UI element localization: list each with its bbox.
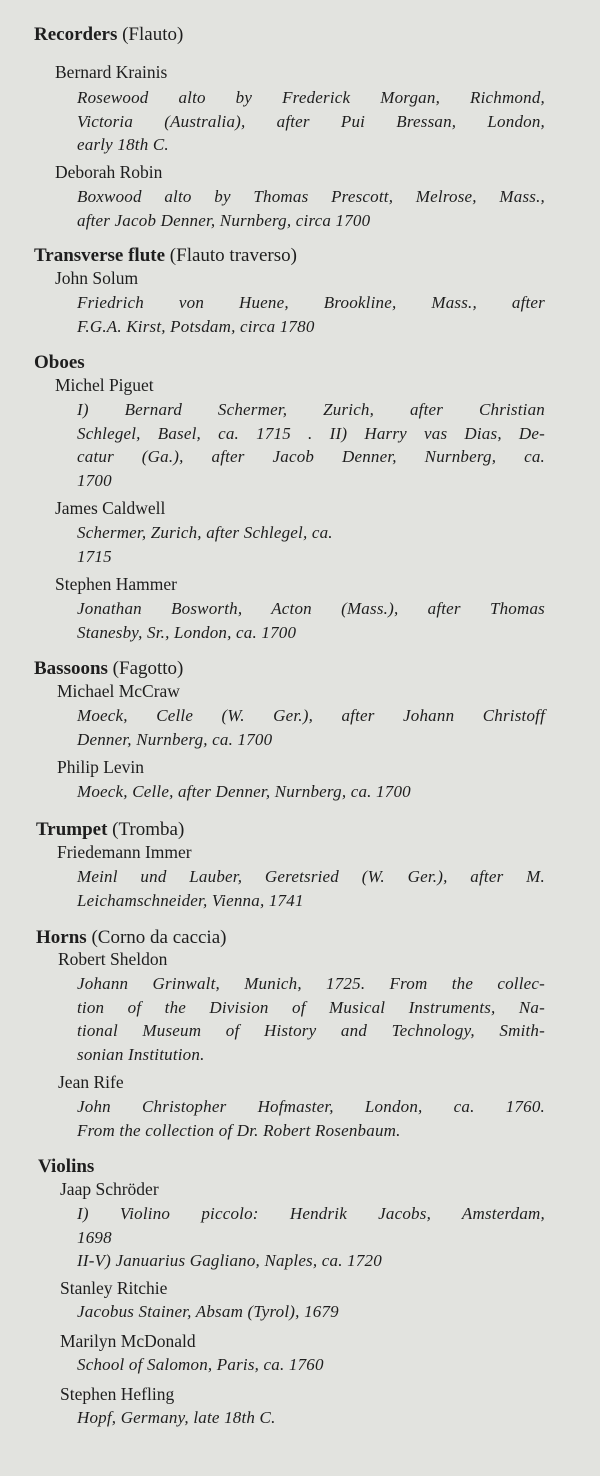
- player-name: Deborah Robin: [55, 162, 163, 182]
- instrument-description: [77, 972, 545, 1066]
- description-line: Friedrich von Huene, Brookline, Mass., after: [77, 293, 545, 312]
- description-line: sonian Institution.: [77, 1044, 205, 1064]
- instrument-description: [77, 597, 545, 644]
- description-line: Moeck, Celle (W. Ger.), after Johann Christoff: [77, 706, 545, 725]
- description-line: Victoria (Australia), after Pui Bressan, London,: [77, 111, 545, 131]
- section-subtitle: (Fagotto): [112, 658, 184, 679]
- section-subtitle: (Flauto traverso): [169, 245, 297, 266]
- player-name: Jean Rife: [58, 1072, 124, 1092]
- player-name: Jaap Schröder: [60, 1179, 159, 1199]
- section-title: Violins: [38, 1156, 95, 1177]
- section-title: Oboes: [34, 352, 85, 373]
- section-title: Bassoons: [34, 658, 108, 679]
- section-subtitle: (Flauto): [122, 24, 184, 45]
- description-line: Johann Grinwalt, Munich, 1725. From the collec-: [77, 974, 545, 993]
- section-heading-trumpet: [36, 818, 184, 842]
- instrument-description: [77, 1095, 545, 1142]
- description-line: Rosewood alto by Frederick Morgan, Richmond,: [77, 88, 545, 107]
- instrument-description: [77, 398, 545, 492]
- description-line: Jonathan Bosworth, Acton (Mass.), after Thomas: [77, 599, 545, 618]
- section-title: Trumpet: [36, 819, 108, 840]
- description-line: after Jacob Denner, Nurnberg, circa 1700: [77, 210, 371, 230]
- section-title: Horns: [36, 927, 87, 948]
- description-line: School of Salomon, Paris, ca. 1760: [77, 1355, 324, 1374]
- description-line: Leichamschneider, Vienna, 1741: [77, 890, 304, 910]
- player-name: Michel Piguet: [55, 375, 154, 395]
- player-name: Robert Sheldon: [58, 949, 168, 969]
- description-line: Meinl und Lauber, Geretsried (W. Ger.), after M.: [77, 867, 545, 886]
- description-line: Schlegel, Basel, ca. 1715 . II) Harry vas Dias, De-: [77, 423, 545, 443]
- player-name: Friedemann Immer: [57, 842, 192, 862]
- description-line: tional Museum of History and Technology, Smith-: [77, 1021, 545, 1040]
- player-name: James Caldwell: [55, 498, 166, 518]
- player-name: Philip Levin: [57, 757, 145, 777]
- description-line: early 18th C.: [77, 135, 169, 154]
- instrument-description: [77, 780, 545, 804]
- instrument-description: [77, 704, 545, 751]
- description-line: Jacobus Stainer, Absam (Tyrol), 1679: [77, 1302, 339, 1321]
- section-heading-transverse-flute: [34, 244, 297, 268]
- description-line: 1700: [77, 470, 112, 490]
- instrument-description: [77, 185, 545, 232]
- section-heading-horns: [36, 926, 226, 950]
- section-title: Recorders: [34, 24, 118, 45]
- section-heading-bassoons: [34, 657, 183, 681]
- instrument-description: [77, 865, 545, 912]
- section-subtitle: (Corno da caccia): [91, 927, 227, 948]
- instrument-description: [77, 86, 545, 157]
- description-line: Boxwood alto by Thomas Prescott, Melrose, Mass.,: [77, 187, 545, 206]
- description-line: John Christopher Hofmaster, London, ca. 1760.: [77, 1097, 545, 1116]
- description-line: Denner, Nurnberg, ca. 1700: [77, 729, 273, 749]
- description-line: 1715: [77, 546, 112, 566]
- section-heading-recorders: [34, 23, 183, 47]
- description-line: Stanesby, Sr., London, ca. 1700: [77, 622, 297, 642]
- section-heading-oboes: [34, 351, 85, 375]
- description-line: catur (Ga.), after Jacob Denner, Nurnberg, ca.: [77, 447, 545, 466]
- description-line: From the collection of Dr. Robert Rosenbaum.: [77, 1120, 401, 1140]
- player-name: Stephen Hefling: [60, 1384, 175, 1404]
- player-name: John Solum: [55, 268, 139, 288]
- description-line: 1698: [77, 1227, 112, 1247]
- description-line: tion of the Division of Musical Instruments, Na-: [77, 997, 545, 1017]
- instrument-description: [77, 1406, 545, 1430]
- section-title: Transverse flute: [34, 245, 166, 266]
- instrument-description: [77, 1353, 545, 1377]
- player-name: Bernard Krainis: [55, 62, 168, 82]
- player-name: Michael McCraw: [57, 681, 180, 701]
- player-name: Stanley Ritchie: [60, 1278, 168, 1298]
- description-line: II-V) Januarius Gagliano, Naples, ca. 1720: [77, 1251, 382, 1270]
- description-line: I) Bernard Schermer, Zurich, after Christian: [77, 400, 545, 419]
- instrument-description: [77, 1202, 545, 1273]
- section-heading-violins: [38, 1155, 94, 1179]
- description-line: Hopf, Germany, late 18th C.: [77, 1408, 276, 1427]
- description-line: Moeck, Celle, after Denner, Nurnberg, ca. 1700: [77, 782, 411, 801]
- instrument-description: [77, 291, 545, 338]
- instrument-description: [77, 1300, 545, 1324]
- section-subtitle: (Tromba): [112, 819, 185, 840]
- description-line: F.G.A. Kirst, Potsdam, circa 1780: [77, 316, 315, 336]
- instrument-description: [77, 521, 545, 568]
- player-name: Stephen Hammer: [55, 574, 177, 594]
- description-line: Schermer, Zurich, after Schlegel, ca.: [77, 523, 333, 542]
- description-line: I) Violino piccolo: Hendrik Jacobs, Amsterdam,: [77, 1204, 545, 1223]
- player-name: Marilyn McDonald: [60, 1331, 196, 1351]
